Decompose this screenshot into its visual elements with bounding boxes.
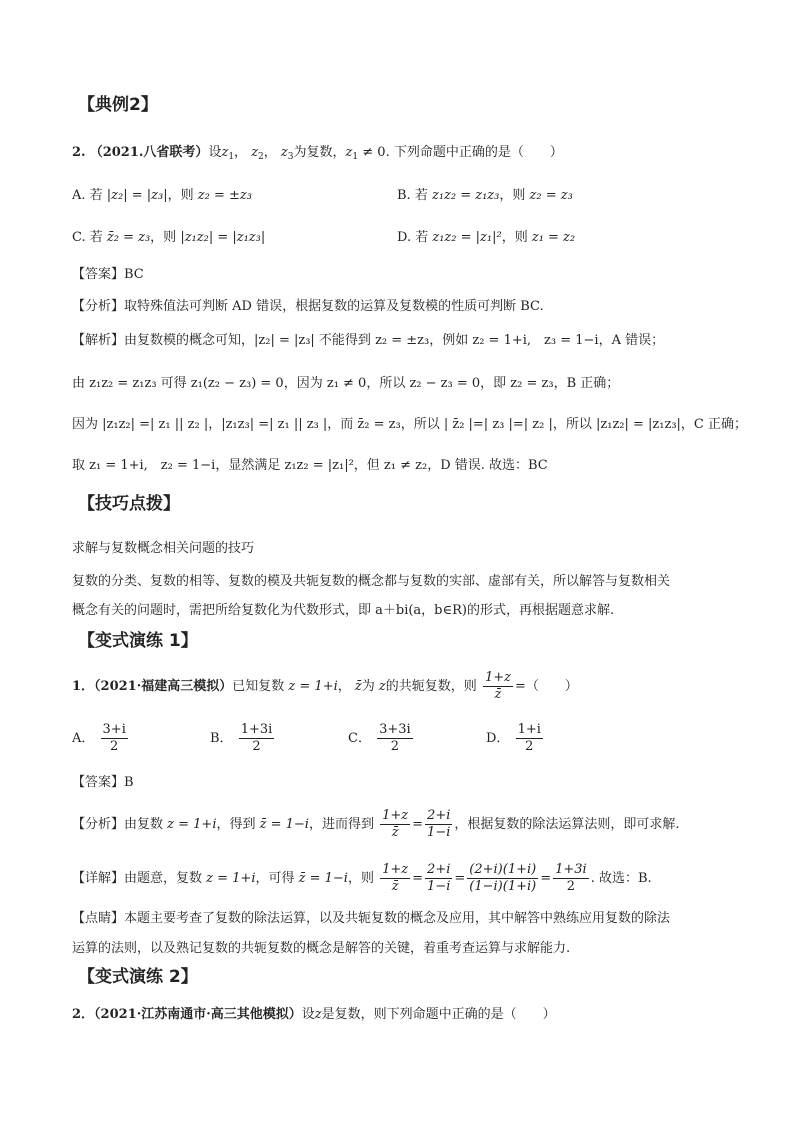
z3: z <box>280 145 288 160</box>
z2: z <box>251 145 259 160</box>
variant-1-heading: 【变式演练 1】 <box>78 631 198 651</box>
question-text: 设 <box>208 145 222 160</box>
option-d[interactable]: D. 若 z₁z₂ = |z₁|²，则 z₁ = z₂ <box>397 230 576 245</box>
condition: ≠ 0 <box>362 145 386 160</box>
option-a[interactable]: A. 若 |z₂| = |z₃|，则 z₂ = ±z₃ <box>72 188 252 203</box>
example-heading: 【典例2】 <box>78 95 158 115</box>
variant-1-analysis: 【分析】由复数 z = 1+i，得到 z̄ = 1−i，进而得到 $\frac{1+z}{z̄}$ = $\frac{2+i}{1-i}$ ，根据复数的除法运算法则，即可求解. <box>72 808 680 840</box>
question-line: 2. （2021.八省联考）设$z_1$， $z_2$， $z_3$为复数，$z_1 \ne 0$. 下列命题中正确的是（ ） <box>72 145 563 162</box>
option-b[interactable]: B. 若 z₁z₂ = z₁z₃，则 z₂ = z₃ <box>397 188 573 203</box>
solution-line-1: 【解析】由复数模的概念可知，|z₂| = |z₃| 不能得到 z₂ = ±z₃，例如 z₂ = 1+i, z₃ = 1−i，A 错误； <box>72 333 665 348</box>
tips-paragraph-1: 复数的分类、复数的相等、复数的模及共轭复数的概念都与复数的实部、虚部有关，所以解答与复数相关 <box>72 574 671 589</box>
tips-heading: 【技巧点拨】 <box>78 494 180 514</box>
variant-1-option-d[interactable]: D． $\frac{1+i}{2}$ <box>486 722 541 754</box>
fraction: $\frac{1+z}{z̄}$ <box>484 670 511 702</box>
variant-1-question: 1．（2021·福建高三模拟）已知复数 z = 1+i， z̄为 z的共轭复数，则 $\frac{1+z}{z̄}$ =（ ） <box>72 670 578 702</box>
analysis: 【分析】取特殊值法可判断 AD 错误，根据复数的运算及复数模的性质可判断 BC. <box>72 299 544 314</box>
question-source: （2021.八省联考） <box>89 145 209 160</box>
variant-1-answer: 【答案】B <box>72 775 134 790</box>
option-c[interactable]: C. 若 z̄₂ = z₃，则 |z₁z₂| = |z₁z₃| <box>72 230 266 245</box>
solution-line-2: 由 z₁z₂ = z₁z₃ 可得 z₁(z₂ − z₃) = 0，因为 z₁ ≠ 0，所以 z₂ − z₃ = 0，即 z₂ = z₃，B 正确； <box>72 376 620 391</box>
z1: z <box>221 145 229 160</box>
variant-1-comment-2: 运算的法则，以及熟记复数的共轭复数的概念是解答的关键，着重考查运算与求解能力. <box>72 941 571 956</box>
solution-line-3: 因为 |z₁z₂| =| z₁ || z₂ |，|z₁z₃| =| z₁ || z₃ |，而 z̄₂ = z₃，所以 | z̄₂ |=| z₃ |=| z₂ |，所以 |z₁z₂| = |z₁z₃|，C 正确； <box>72 417 747 432</box>
variant-1-option-b[interactable]: B． $\frac{1+3i}{2}$ <box>210 722 273 754</box>
answer: 【答案】BC <box>72 267 144 282</box>
variant-2-question: 2．（2021·江苏南通市·高三其他模拟）设z是复数，则下列命题中正确的是（ ） <box>72 1007 556 1022</box>
solution-line-4: 取 z₁ = 1+i, z₂ = 1−i，显然满足 z₁z₂ = |z₁|²，但 z₁ ≠ z₂，D 错误. 故选：BC <box>72 458 548 473</box>
variant-2-heading: 【变式演练 2】 <box>78 967 198 987</box>
variant-1-detail: 【详解】由题意，复数 z = 1+i，可得 z̄ = 1−i，则 $\frac{1+z}{z̄}$ = $\frac{2+i}{1-i}$ = $\frac{(2+i)(1+i)}{(1-i)(1+i)}$ = $\frac{1+3i}{2}$ . 故选：B. <box>72 862 652 894</box>
question-number: 2. <box>72 145 86 160</box>
variant-1-comment-1: 【点睛】本题主要考查了复数的除法运算，以及共轭复数的概念及应用，其中解答中熟练应用复数的除法 <box>72 911 671 926</box>
tips-paragraph-2: 概念有关的问题时，需把所给复数化为代数形式，即 a＋bi(a，b∈R)的形式，再根据题意求解. <box>72 603 615 618</box>
variant-1-option-c[interactable]: C． $\frac{3+3i}{2}$ <box>348 722 411 754</box>
variant-1-option-a[interactable]: A． $\frac{3+i}{2}$ <box>72 722 126 754</box>
tips-title: 求解与复数概念相关问题的技巧 <box>72 541 255 556</box>
